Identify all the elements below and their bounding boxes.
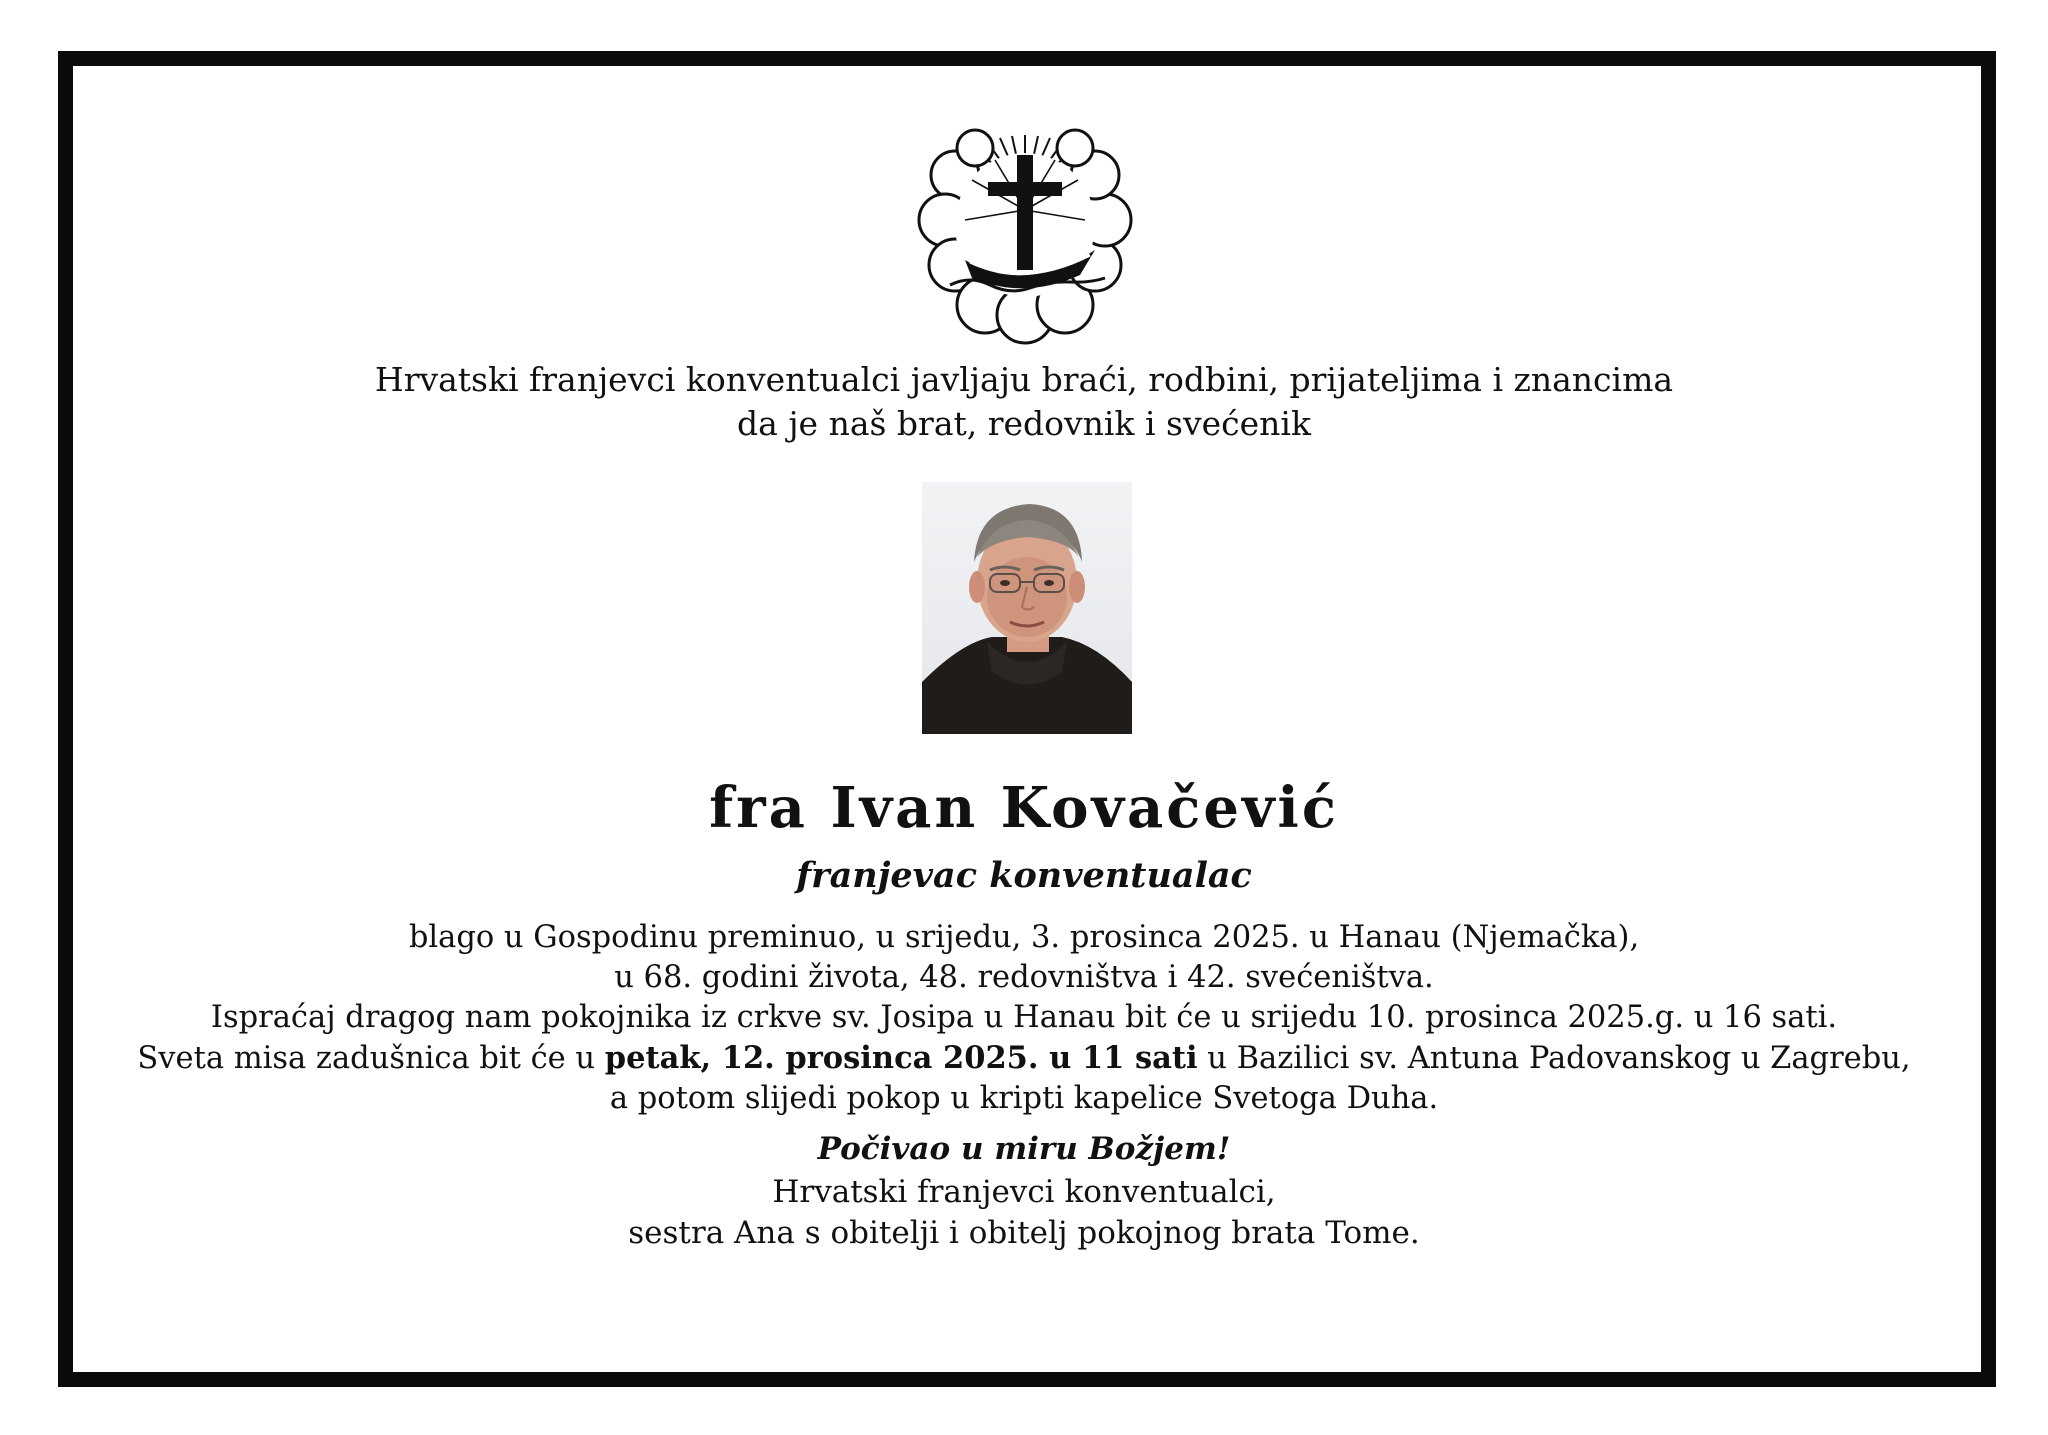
- mass-location-text: u Bazilici sv. Antuna Padovanskog u Zagrebu,: [1197, 1041, 1911, 1076]
- rest-in-peace: Počivao u miru Božjem!: [817, 1131, 1231, 1167]
- details-line-1: blago u Gospodinu preminuo, u srijedu, 3. prosinca 2025. u Hanau (Njemačka),: [408, 920, 1640, 955]
- cross-boat-emblem-icon: [910, 110, 1140, 350]
- mass-intro-text: Sveta misa zadušnica bit će u: [137, 1041, 605, 1076]
- details-line-2: u 68. godini života, 48. redovništva i 42. svećeništva.: [614, 960, 1434, 995]
- intro-line-2: da je naš brat, redovnik i svećenik: [737, 404, 1311, 443]
- signature-line-1: Hrvatski franjevci konventualci,: [772, 1174, 1276, 1210]
- deceased-title: franjevac konventualac: [796, 855, 1252, 896]
- details-line-5: a potom slijedi pokop u kripti kapelice Svetoga Duha.: [609, 1081, 1439, 1116]
- mass-date-time: petak, 12. prosinca 2025. u 11 sati: [604, 1040, 1198, 1076]
- signature: [0, 1172, 2048, 1254]
- signature-line-2: sestra Ana s obitelji i obitelj pokojnog brata Tome.: [628, 1215, 1420, 1251]
- announcement-details: [0, 918, 2048, 1119]
- deceased-name: fra Ivan Kovačević: [709, 775, 1339, 841]
- intro-text: [0, 358, 2048, 446]
- intro-line-1: Hrvatski franjevci konventualci javljaju braći, rodbini, prijateljima i znancima: [374, 360, 1674, 399]
- details-line-3: Ispraćaj dragog nam pokojnika iz crkve sv. Josipa u Hanau bit će u srijedu 10. prosinca 2025.g. u 16 sati.: [210, 1000, 1838, 1035]
- portrait-photo: [922, 482, 1132, 734]
- details-line-4: [0, 1038, 2048, 1079]
